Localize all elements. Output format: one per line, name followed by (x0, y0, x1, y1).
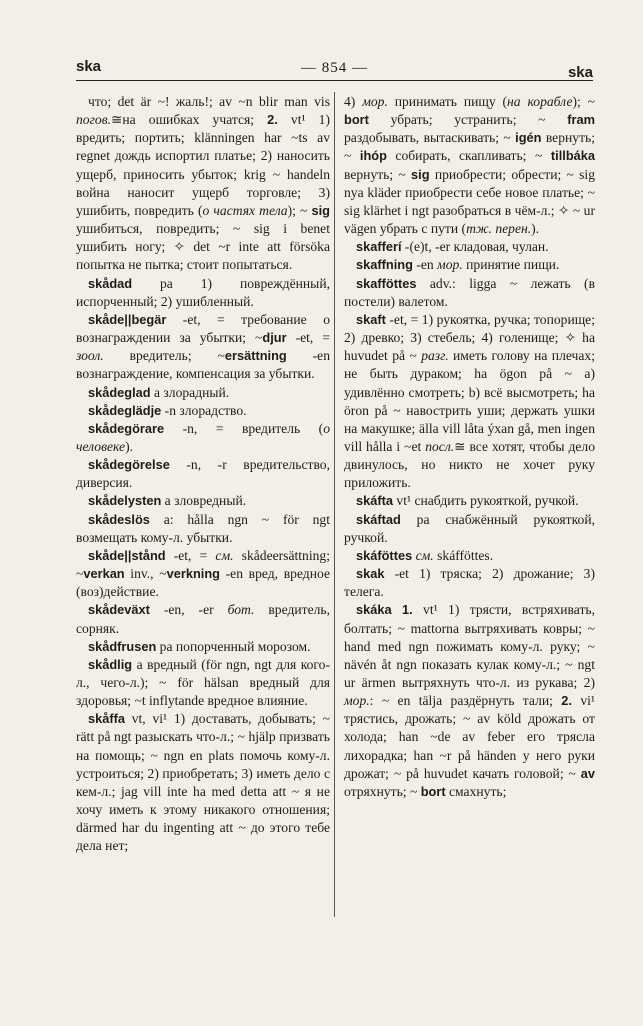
entry-headword: skáfta (356, 493, 393, 509)
dictionary-entry (76, 456, 330, 492)
entry-text: раздобывать, вытаскивать; ~ (344, 130, 516, 146)
entry-headword: skådlig (88, 656, 133, 672)
entry-headword: fram (567, 112, 595, 128)
entry-label: см. (415, 547, 434, 563)
dictionary-entry (344, 93, 595, 238)
entry-text: skáfföttes. (433, 547, 494, 563)
dictionary-entry (76, 601, 330, 637)
entry-headword: djur (262, 330, 287, 346)
entry-label: о частях тела (202, 202, 288, 218)
right-column (344, 93, 595, 801)
entry-text: pa снабжённый рукояткой, ручкой. (344, 511, 595, 545)
entry-headword: skak (356, 566, 385, 582)
entry-label: на корабле (507, 94, 573, 109)
entry-text: -et, = 1) рукоятка, ручка; топорище; 2) древко; 3) стебель; 4) голенище; ✧ ha huvudet på ~ (344, 311, 595, 364)
entry-text: -et, = (165, 547, 216, 563)
entry-text: -n злорадство. (161, 402, 247, 418)
entry-headword: verkning (166, 566, 220, 582)
entry-text: vt¹ снабдить рукояткой, ручкой. (393, 493, 579, 509)
entry-text: собирать, скапливать; ~ (386, 148, 551, 164)
entry-headword: skaffning (356, 257, 413, 273)
entry-headword: skåde||begär (88, 311, 167, 327)
entry-text: 4) (344, 94, 363, 109)
entry-label: мор. (344, 693, 370, 709)
dictionary-entry (76, 511, 330, 547)
right-running-headword: ska (567, 64, 593, 81)
entry-headword: skådeglad (88, 384, 151, 400)
dictionary-entry (76, 275, 330, 311)
entry-headword: ihóp (359, 148, 387, 164)
dictionary-entry (344, 311, 595, 493)
entry-text: skådeersättning; ~ (76, 547, 330, 582)
dictionary-entry (76, 93, 330, 275)
entry-text: ≅на ошибках учатся; (111, 112, 268, 128)
entry-text (392, 602, 402, 617)
entry-headword: skaft (356, 311, 386, 327)
entry-headword: skådeslös (88, 511, 150, 527)
entry-text: ). (531, 221, 540, 237)
entry-headword: skáföttes (356, 547, 413, 563)
entry-headword: skådeglädje (88, 402, 162, 418)
entry-headword: 2. (267, 112, 278, 128)
entry-text: ); ~ (572, 94, 596, 109)
dictionary-entry (344, 511, 595, 547)
entry-text: вернуть; ~ (344, 130, 595, 164)
entry-label: бот. (227, 602, 255, 618)
dictionary-entry (76, 547, 330, 601)
entry-headword: skådegörelse (88, 457, 170, 473)
dictionary-entry (344, 238, 595, 256)
column-divider (334, 92, 335, 917)
entry-text: vt, vi¹ 1) доставать, добывать; ~ rätt på ngt разыскать что-л.; ~ hjälp призвать на помощь; ~ ngn en plats помочь кому-л. устроиться; 2) приобретать; 3) иметь дело с кем-л.; jag vill inte ha med detta att ~ я не хочу иметь к этому никакого отношения; därmed har du ingenting att ~ до этого тебе дела нет; (76, 711, 330, 854)
dictionary-entry (344, 601, 595, 801)
dictionary-entry (76, 402, 330, 420)
entry-text: что; det är ~! жаль!; av ~n blir man vis (88, 94, 330, 109)
dictionary-entry (76, 656, 330, 710)
dictionary-entry (76, 384, 330, 402)
entry-headword: skådegörare (88, 420, 165, 436)
entry-text: : ~ en tälja раздёрнуть тали; (369, 693, 562, 709)
entry-headword: skådelysten (88, 493, 162, 509)
entry-headword: 1. (401, 602, 413, 618)
entry-headword: skådfrusen (88, 638, 157, 654)
entry-headword: skáftad (356, 511, 401, 527)
entry-text: приобрести; обрести; ~ sig nya kläder приобрести себе новое платье; ~ sig klärhet i ngt разобраться в чём-л.; ✧ ~ ur vägen убрать с пути ( (344, 166, 595, 237)
entry-label: тж. перен. (466, 221, 532, 237)
page-header (76, 58, 593, 81)
entry-headword: skådeväxt (88, 602, 150, 618)
entry-text: -(e)t, -er кладовая, чулан. (401, 239, 549, 255)
entry-headword: skådad (88, 275, 133, 291)
dictionary-entry (76, 710, 330, 855)
entry-text: смахнуть; (445, 783, 507, 799)
entry-headword: ersättning (224, 348, 287, 364)
entry-text: -en (412, 257, 438, 273)
entry-label: посл. (425, 438, 455, 454)
entry-text: вернуть; ~ (344, 166, 412, 182)
entry-text: inv., ~ (124, 566, 167, 582)
entry-text: иметь голову на плечах; не быть дураком; ha ögon på ~ a) удивлённо смотреть; b) всё высмотреть; ha öron på ~ навострить уши; держать ушки на макушке; älla vill låta ýxan gå, men ingen vill hålla i ~et (344, 348, 595, 454)
entry-text: vt¹ 1) трясти, встряхивать, болтать; ~ mattorna вытряхивать ковры; ~ hand med ngn пожимать кому-л. руку; ~ nävén åt ngn показать кулак кому-л.; ~ ngt ur ärmen вытряхнуть что-л. из рукава; 2) (344, 602, 595, 690)
dictionary-entry (344, 275, 595, 311)
entry-text: ); ~ (287, 202, 312, 218)
entry-text: убрать; устранить; ~ (368, 112, 568, 128)
entry-text: a: hålla ngn ~ för ngt возмещать кому-л. убытки. (76, 511, 330, 545)
entry-label: мор. (362, 94, 388, 109)
entry-text: ≅ все хотят, чтобы дело двинулось, но никто не хочет руку приложить. (344, 438, 595, 491)
entry-headword: igén (515, 130, 542, 146)
entry-text: pa попорченный морозом. (156, 638, 311, 654)
entry-text: принимать пищу ( (387, 94, 508, 109)
entry-headword: av (580, 765, 595, 781)
dictionary-entry (76, 311, 330, 384)
entry-text: принятие пищи. (462, 257, 560, 273)
dictionary-entry (344, 547, 595, 565)
entry-text: вредитель; ~ (103, 348, 225, 364)
entry-headword: skafföttes (356, 275, 417, 291)
entry-label: см. (215, 547, 234, 563)
dictionary-entry (344, 256, 595, 274)
entry-text: -en вознаграждение, компенсация за убытки. (76, 348, 330, 382)
entry-headword: sig (311, 202, 330, 218)
entry-text: ушибиться, повредить; ~ sig i benet ушибить ногу; ✧ det ~r inte att försöka попытка не пытка; стоит попытаться. (76, 221, 330, 273)
entry-text: -et, = (286, 330, 331, 346)
entry-label: о человеке (76, 420, 330, 454)
entry-text: отряхнуть; ~ (344, 783, 421, 799)
left-running-headword: ska (76, 58, 102, 75)
entry-label: погов. (76, 112, 111, 128)
entry-headword: skafferí (356, 239, 402, 255)
entry-headword: bort (420, 783, 446, 799)
dictionary-entry (76, 638, 330, 656)
dictionary-entry (76, 420, 330, 456)
entry-text: vt¹ 1) вредить; портить; klänningen har ~ts av regnet дождь испортил платье; 2) наносить ущерб, приносить убыток; krig ~ handeln война наносит ущерб торговле; 3) ушибить, повредить ( (76, 112, 330, 218)
entry-text: -n, -r вредительство, диверсия. (76, 457, 330, 491)
entry-headword: skåffa (88, 711, 125, 727)
entry-text: -en вред, вредное (воз)действие. (76, 566, 330, 600)
entry-text: ). (125, 438, 133, 454)
entry-headword: 2. (561, 693, 572, 709)
dictionary-entry (76, 492, 330, 510)
entry-text: -et 1) тряска; 2) дрожание; 3) телега. (344, 566, 595, 600)
entry-text: -en, -er (149, 602, 228, 618)
entry-text: pa 1) повреждённый, испорченный; 2) ушибленный. (76, 275, 330, 309)
entry-text: a злорадный. (150, 384, 230, 400)
page-number: — 854 — (301, 60, 368, 76)
entry-headword: sig (411, 166, 430, 182)
entry-text: -n, = вредитель ( (164, 420, 324, 436)
entry-headword: skáka (356, 602, 392, 618)
entry-text: vi¹ трястись, дрожать; ~ av köld дрожать от холода; han ~de av feber его трясла лихорадка; han ~r på händen у него руки дрожат; ~ på huvudet качать головой; ~ (344, 693, 595, 781)
entry-headword: bort (344, 112, 369, 128)
entry-label: разг. (421, 348, 449, 364)
dictionary-entry (344, 565, 595, 601)
dictionary-entry (344, 492, 595, 510)
left-column (76, 93, 330, 856)
entry-headword: verkan (83, 566, 125, 582)
entry-text: a зловредный. (161, 493, 247, 509)
entry-text: вредитель, сорняк. (76, 602, 330, 636)
entry-text: a вредный (för ngn, ngt для кого-л., чего-л.); ~ för hälsan вредный для здоровья; ~t inflytande вредное влияние. (76, 656, 330, 709)
entry-label: мор. (437, 257, 463, 273)
entry-text: adv.: ligga ~ лежать (в постели) валетом. (344, 275, 595, 309)
entry-text: -et, = требование о вознаграждении за убытки; ~ (76, 311, 330, 346)
entry-headword: skåde||stånd (88, 547, 166, 563)
entry-headword: tillbáka (550, 148, 595, 164)
entry-label: зоол. (76, 348, 104, 364)
